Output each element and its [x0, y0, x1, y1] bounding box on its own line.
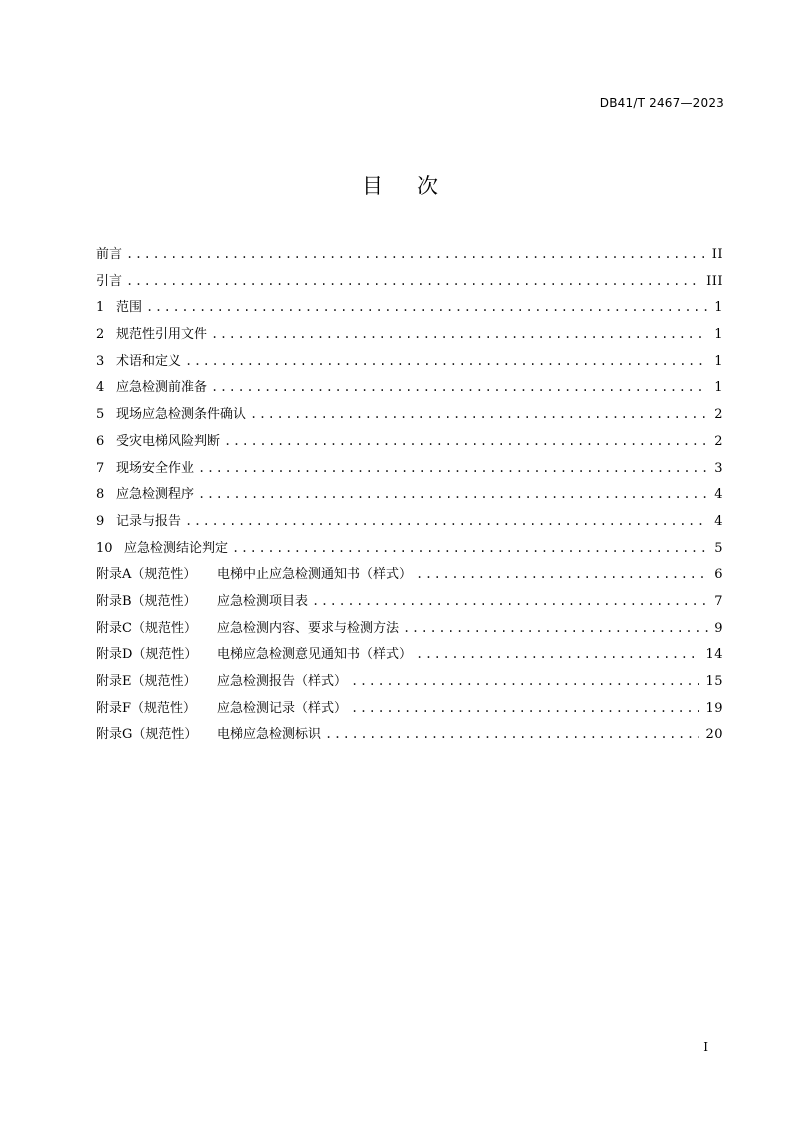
toc-entry-page: II — [711, 247, 723, 262]
table-of-contents — [96, 241, 723, 748]
toc-entry-page: 1 — [714, 353, 723, 369]
standard-code: DB41/T 2467—2023 — [599, 96, 724, 110]
page-number: I — [703, 1040, 708, 1054]
toc-entry-foreword[interactable] — [96, 241, 723, 268]
toc-entry-label — [96, 242, 126, 269]
toc-entry-label — [96, 375, 211, 402]
dot-leader — [126, 241, 706, 268]
toc-entry-page: 20 — [705, 727, 723, 743]
toc-entry-title: 范围 — [116, 300, 143, 316]
toc-entry-label — [96, 616, 403, 643]
dot-leader — [211, 321, 708, 348]
toc-entry-page: III — [706, 273, 723, 289]
toc-entry-title: 应急检测内容、要求与检测方法 — [217, 620, 400, 636]
toc-entry-label — [96, 722, 325, 749]
toc-entry-page: 4 — [714, 487, 723, 503]
toc-entry-title: 现场应急检测条件确认 — [116, 407, 247, 423]
toc-entry-preparation[interactable] — [96, 374, 723, 401]
dot-leader — [224, 428, 708, 455]
toc-entry-title: 现场安全作业 — [116, 460, 195, 476]
toc-entry-label — [96, 696, 351, 723]
toc-entry-page: 1 — [714, 300, 723, 316]
toc-entry-number: 10 — [96, 540, 113, 556]
toc-entry-records-reports[interactable] — [96, 508, 723, 535]
dot-leader — [351, 668, 699, 695]
toc-entry-number: 4 — [96, 380, 105, 396]
toc-entry-title: 应急检测程序 — [116, 487, 195, 503]
toc-entry-number: 9 — [96, 513, 105, 529]
toc-entry-number: 附录F（规范性） — [96, 700, 197, 716]
toc-entry-label — [96, 642, 416, 669]
toc-entry-safety-operation[interactable] — [96, 455, 723, 482]
toc-entry-label — [96, 482, 198, 509]
dot-leader — [198, 481, 708, 508]
toc-entry-title: 电梯应急检测意见通知书（样式） — [217, 647, 413, 663]
toc-entry-appendix-f[interactable] — [96, 695, 723, 722]
toc-entry-number: 7 — [96, 460, 105, 476]
toc-entry-title: 应急检测结论判定 — [124, 540, 229, 556]
toc-entry-number: 附录C（规范性） — [96, 620, 197, 636]
toc-entry-label — [96, 295, 146, 322]
toc-entry-title: 记录与报告 — [116, 513, 182, 529]
toc-entry-page: 6 — [714, 567, 723, 583]
toc-entry-scope[interactable] — [96, 294, 723, 321]
toc-entry-appendix-b[interactable] — [96, 588, 723, 615]
toc-entry-title: 规范性引用文件 — [116, 327, 208, 343]
toc-entry-number: 3 — [96, 353, 105, 369]
toc-entry-procedure[interactable] — [96, 481, 723, 508]
toc-entry-number: 5 — [96, 407, 105, 423]
toc-entry-number: 附录D（规范性） — [96, 647, 198, 663]
toc-entry-title: 术语和定义 — [116, 353, 182, 369]
dot-leader — [351, 695, 699, 722]
dot-leader — [211, 374, 708, 401]
toc-entry-label — [96, 509, 185, 536]
toc-entry-number: 附录B（规范性） — [96, 593, 197, 609]
dot-leader — [250, 401, 708, 428]
toc-entry-page: 1 — [714, 380, 723, 396]
toc-entry-label — [96, 402, 250, 429]
toc-entry-page: 4 — [714, 513, 723, 529]
toc-entry-title: 应急检测报告（样式） — [217, 674, 348, 689]
dot-leader — [185, 508, 708, 535]
dot-leader — [126, 268, 700, 295]
dot-leader — [416, 561, 708, 588]
toc-entry-title: 应急检测前准备 — [116, 380, 208, 396]
toc-entry-title: 应急检测项目表 — [217, 593, 309, 609]
toc-entry-conclusion[interactable] — [96, 535, 723, 562]
toc-entry-appendix-d[interactable] — [96, 641, 723, 668]
toc-entry-number: 8 — [96, 487, 105, 503]
toc-entry-number: 6 — [96, 433, 105, 449]
toc-entry-risk-judgment[interactable] — [96, 428, 723, 455]
toc-entry-label — [96, 349, 185, 376]
toc-entry-page: 9 — [714, 620, 723, 636]
page-title: 目次 — [362, 174, 472, 198]
dot-leader — [312, 588, 708, 615]
toc-entry-page: 3 — [714, 460, 723, 476]
toc-entry-label — [96, 456, 198, 483]
toc-entry-title: 电梯中止应急检测通知书（样式） — [217, 567, 413, 583]
toc-entry-label — [96, 429, 224, 456]
toc-entry-label — [96, 269, 126, 296]
toc-entry-title: 前言 — [96, 247, 123, 262]
toc-entry-appendix-c[interactable] — [96, 615, 723, 642]
toc-entry-label — [96, 322, 211, 349]
dot-leader — [185, 348, 708, 375]
toc-entry-page: 1 — [714, 327, 723, 343]
toc-entry-number: 附录G（规范性） — [96, 727, 198, 743]
dot-leader — [232, 535, 708, 562]
toc-entry-page: 5 — [714, 540, 723, 556]
toc-entry-page: 14 — [705, 647, 723, 663]
toc-entry-title: 受灾电梯风险判断 — [116, 433, 221, 449]
toc-entry-label — [96, 589, 312, 616]
toc-entry-appendix-a[interactable] — [96, 561, 723, 588]
toc-entry-title: 引言 — [96, 273, 123, 289]
dot-leader — [198, 455, 708, 482]
toc-entry-page: 2 — [714, 433, 723, 449]
toc-entry-label — [96, 562, 416, 589]
toc-entry-label — [96, 669, 351, 696]
dot-leader — [146, 294, 708, 321]
dot-leader — [416, 641, 699, 668]
toc-entry-number: 附录A（规范性） — [96, 567, 197, 583]
toc-entry-page: 2 — [714, 407, 723, 423]
toc-entry-page: 15 — [705, 674, 723, 689]
toc-entry-page: 19 — [705, 700, 723, 716]
toc-entry-number: 附录E（规范性） — [96, 674, 197, 689]
dot-leader — [325, 721, 699, 748]
dot-leader — [403, 615, 708, 642]
toc-entry-label — [96, 536, 232, 563]
toc-entry-terms-definitions[interactable] — [96, 348, 723, 375]
toc-entry-appendix-e[interactable] — [96, 668, 723, 695]
toc-entry-page: 7 — [714, 593, 723, 609]
toc-entry-title: 应急检测记录（样式） — [217, 700, 348, 716]
toc-entry-normative-references[interactable] — [96, 321, 723, 348]
toc-entry-introduction[interactable] — [96, 268, 723, 295]
toc-entry-condition-confirmation[interactable] — [96, 401, 723, 428]
toc-entry-number: 2 — [96, 327, 105, 343]
toc-entry-appendix-g[interactable] — [96, 721, 723, 748]
toc-entry-number: 1 — [96, 300, 105, 316]
toc-entry-title: 电梯应急检测标识 — [217, 727, 322, 743]
